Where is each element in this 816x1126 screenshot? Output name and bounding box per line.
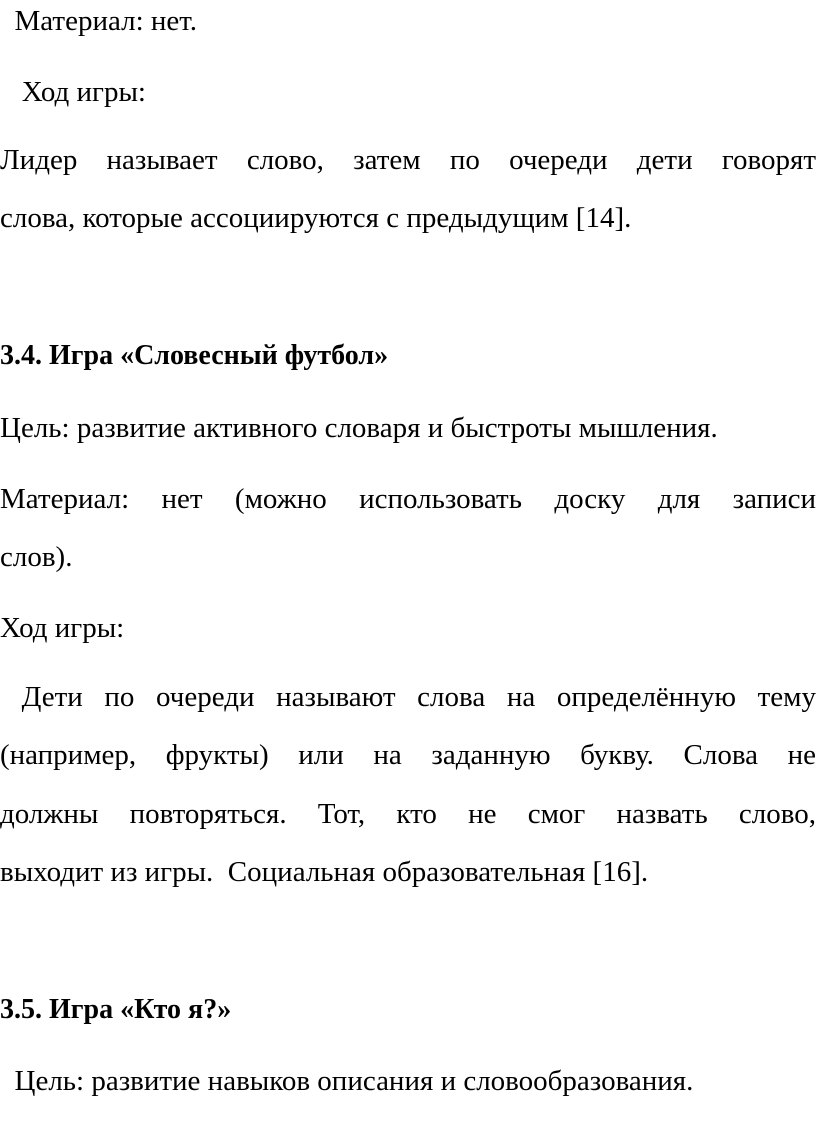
game-progress-label-2: Ход игры:	[0, 612, 125, 644]
paragraph-line: выходит из игры. Социальная образовательная [16].	[0, 856, 649, 888]
goal-line: Цель: развитие активного словаря и быстроты мышления.	[0, 412, 718, 444]
paragraph-line: слов).	[0, 541, 73, 573]
paragraph-line: Дети по очереди называют слова на определённую тему	[0, 681, 816, 713]
material-line-1: Материал: нет.	[0, 5, 198, 37]
goal-line: Цель: развитие навыков описания и словообразования.	[0, 1065, 694, 1097]
paragraph-line: (например, фрукты) или на заданную букву. Слова не	[0, 739, 816, 771]
section-heading-3-4: 3.4. Игра «Словесный футбол»	[0, 340, 389, 371]
section-heading-3-5: 3.5. Игра «Кто я?»	[0, 994, 232, 1025]
paragraph-line: слова, которые ассоциируются с предыдущим [14].	[0, 202, 632, 234]
paragraph-line: Лидер называет слово, затем по очереди дети говорят	[0, 144, 816, 176]
paragraph-line: должны повторяться. Тот, кто не смог назвать слово,	[0, 798, 816, 830]
game-progress-label-1: Ход игры:	[0, 76, 146, 108]
material-line-2: Материал: нет (можно использовать доску для записи	[0, 483, 816, 515]
